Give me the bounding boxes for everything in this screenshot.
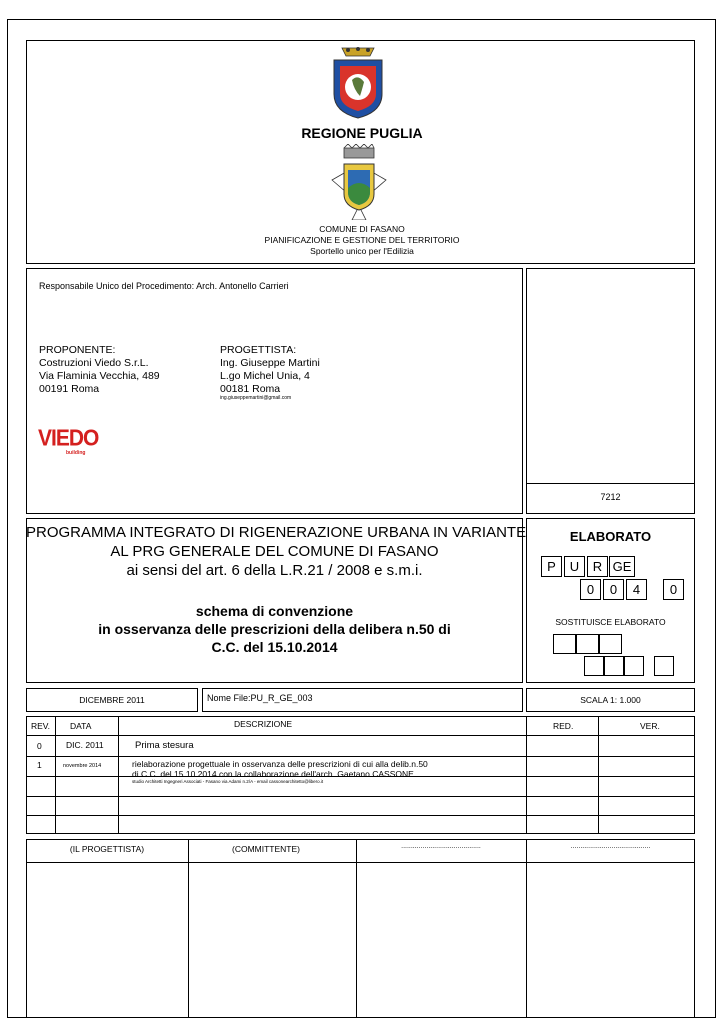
- code-cell: 0: [580, 579, 601, 600]
- elaborato-label: ELABORATO: [569, 529, 652, 544]
- progettista-line: 00181 Roma: [220, 383, 281, 395]
- code-cell: P: [541, 556, 562, 577]
- filename-text: Nome File:PU_R_GE_003: [207, 693, 313, 703]
- code-cell: 0: [603, 579, 624, 600]
- col-line: [526, 839, 527, 1018]
- title-line-2: AL PRG GENERALE DEL COMUNE DI FASANO: [110, 543, 439, 560]
- subtitle-line-1: schema di convenzione: [195, 603, 354, 619]
- comune-line-1: COMUNE DI FASANO: [319, 224, 405, 234]
- rev-date: novembre 2014: [63, 763, 102, 769]
- signature-label: .........................................: [401, 843, 481, 850]
- row-line: [26, 735, 695, 736]
- sostituisce-cell: [584, 656, 604, 676]
- subtitle-line-2: in osservanza delle prescrizioni della delibera n.50 di: [98, 621, 451, 637]
- code-cell: 4: [626, 579, 647, 600]
- title-line-1: PROGRAMMA INTEGRATO DI RIGENERAZIONE URBANA IN VARIANTE: [26, 524, 527, 541]
- title-line-3: ai sensi del art. 6 della L.R.21 / 2008 e s.m.i.: [126, 562, 423, 579]
- progettista-email: ing.giuseppemartini@gmail.com: [220, 395, 292, 401]
- signature-label: (IL PROGETTISTA): [69, 844, 145, 854]
- code-cell: R: [587, 556, 608, 577]
- row-line: [26, 862, 695, 863]
- col-line: [55, 716, 56, 834]
- sostituisce-label: SOSTITUISCE ELABORATO: [555, 617, 666, 627]
- signature-label: .........................................: [570, 843, 651, 850]
- responsabile-text: Responsabile Unico del Procedimento: Arch. Antonello Carrieri: [39, 281, 289, 291]
- date-text: DICEMBRE 2011: [79, 695, 145, 705]
- progettista-line: L.go Michel Unia, 4: [220, 370, 310, 382]
- row-line: [26, 796, 695, 797]
- header-rev: REV.: [30, 721, 51, 731]
- header-red: RED.: [553, 721, 574, 731]
- code-cell: 0: [663, 579, 684, 600]
- col-line: [598, 716, 599, 834]
- header-descrizione: DESCRIZIONE: [233, 719, 293, 729]
- divider: [526, 483, 695, 484]
- col-line: [356, 839, 357, 1018]
- sostituisce-cell: [604, 656, 624, 676]
- rev-number: 0: [37, 741, 42, 751]
- regione-puglia-emblem: [330, 44, 386, 120]
- side-box: [526, 268, 695, 514]
- sostituisce-cell: [576, 634, 599, 654]
- proponente-line: 00191 Roma: [39, 383, 100, 395]
- signatures-table: [26, 839, 695, 1018]
- rev-date: DIC. 2011: [66, 740, 104, 750]
- progettista-heading: PROGETTISTA:: [220, 344, 297, 356]
- progettista-line: Ing. Giuseppe Martini: [220, 357, 320, 369]
- col-line: [526, 716, 527, 834]
- row-line: [26, 815, 695, 816]
- fasano-emblem: [328, 144, 390, 220]
- comune-line-3: Sportello unico per l'Edilizia: [310, 246, 414, 256]
- rev-description: di C.C. del 15.10.2014 con la collaborazione dell'arch. Gaetano CASSONE: [132, 769, 414, 779]
- sostituisce-cell: [654, 656, 674, 676]
- row-line: [26, 756, 695, 757]
- code-cell: U: [564, 556, 585, 577]
- viedo-logo-sub: building: [66, 450, 86, 456]
- rev-note: studio Architetti Ingegneri Associati - Fasano via Adami n.2/A - email cassonearchitetto@libero.it: [132, 779, 324, 784]
- viedo-logo: VIEDO: [38, 425, 99, 452]
- col-line: [118, 716, 119, 834]
- header-ver: VER.: [640, 721, 660, 731]
- region-title: REGIONE PUGLIA: [301, 125, 423, 141]
- proponente-line: Via Flaminia Vecchia, 489: [39, 370, 160, 382]
- proponente-line: Costruzioni Viedo S.r.L.: [39, 357, 149, 369]
- sostituisce-cell: [599, 634, 622, 654]
- code-number: 7212: [600, 492, 621, 502]
- sostituisce-cell: [624, 656, 644, 676]
- rev-number: 1: [37, 760, 42, 770]
- proponente-heading: PROPONENTE:: [39, 344, 116, 356]
- rev-description: Prima stesura: [135, 740, 194, 751]
- signature-label: (COMMITTENTE): [232, 844, 300, 854]
- scale-text: SCALA 1: 1.000: [580, 695, 641, 705]
- header-data: DATA: [70, 721, 92, 731]
- sostituisce-cell: [553, 634, 576, 654]
- comune-line-2: PIANIFICAZIONE E GESTIONE DEL TERRITORIO: [264, 235, 460, 245]
- rev-description: rielaborazione progettuale in osservanza delle prescrizioni di cui alla delib.n.50: [132, 759, 428, 769]
- subtitle-line-3: C.C. del 15.10.2014: [211, 639, 338, 655]
- code-cell: GE: [609, 556, 635, 577]
- col-line: [188, 839, 189, 1018]
